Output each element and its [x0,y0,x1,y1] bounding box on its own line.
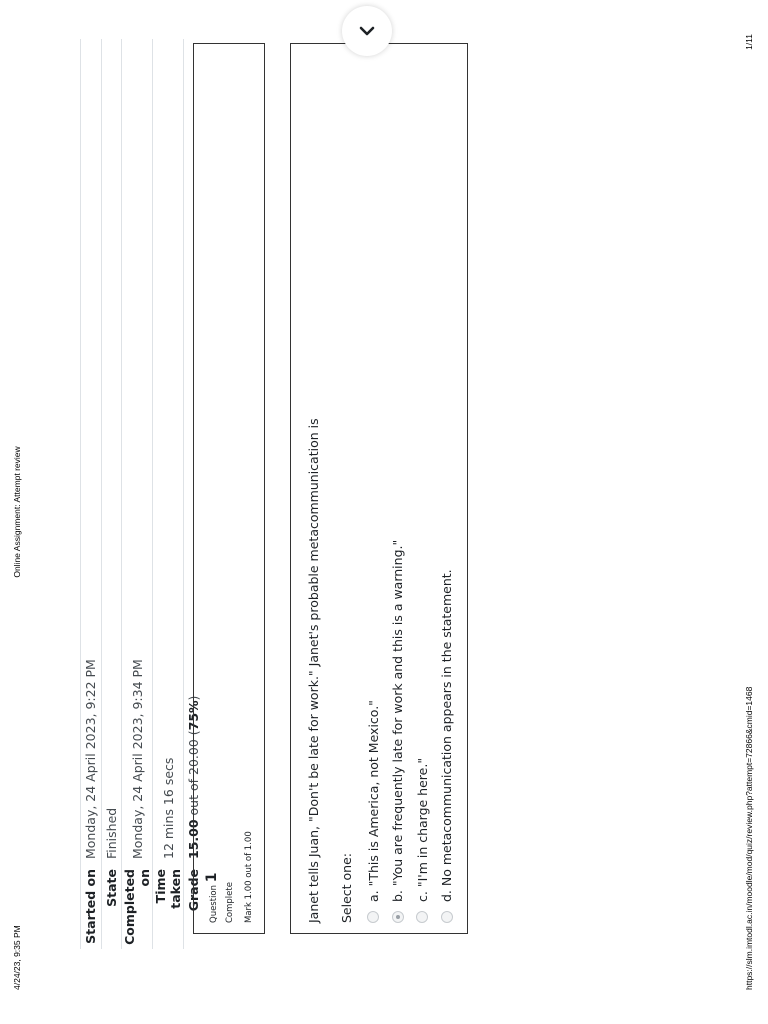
question-mark: Mark 1.00 out of 1.00 [244,831,254,923]
grade-out-of: out of 20.00 ( [186,730,202,820]
question-state: Complete [225,882,235,923]
time-taken-value: 12 mins 16 secs [153,39,184,863]
print-datetime: 4/24/23, 9:35 PM [12,925,22,990]
summary-row-started [81,39,102,949]
answer-text: c. "I'm in charge here." [414,757,430,902]
radio-button-selected[interactable] [392,911,404,923]
summary-row-time [153,39,184,949]
chevron-down-icon [357,21,377,41]
answer-option-c[interactable] [410,540,435,923]
answer-text: b. "You are frequently late for work and this is a warning." [390,539,406,902]
question-label: Question [209,882,219,923]
answer-text: d. No metacommunication appears in the statement. [439,569,455,902]
select-one-prompt: Select one: [339,852,354,923]
page-number: 1/11 [744,34,754,50]
summary-row-completed [122,39,153,949]
grade-close: ) [186,695,202,701]
radio-button[interactable] [441,911,453,923]
completed-label: Completed on [122,863,153,949]
grade-percent: 75% [186,700,202,731]
summary-row-state [101,39,122,949]
page-title: Online Assignment: Attempt review [12,446,22,578]
attempt-summary-table [80,39,204,949]
time-taken-label: Time taken [153,863,184,949]
question-content-box [290,43,468,934]
print-header [12,0,24,1024]
grade-label: Grade [184,863,204,949]
answer-text: a. "This is America, not Mexico." [365,700,381,902]
grade-score: 15.00 [186,819,202,859]
started-label: Started on [81,863,102,949]
started-value: Monday, 24 April 2023, 9:22 PM [81,39,102,863]
question-info-box [193,43,265,934]
answer-option-a[interactable] [361,540,386,923]
print-footer [744,0,756,1024]
question-number [204,873,220,923]
answer-options [361,540,459,923]
radio-button[interactable] [367,911,379,923]
collapse-button[interactable] [342,6,392,56]
question-text: Janet tells Juan, "Don't be late for work." Janet's probable metacommunication is [306,418,321,923]
state-label: State [101,863,122,949]
completed-value: Monday, 24 April 2023, 9:34 PM [122,39,153,863]
page-url: https://slm.imtodl.ac.in/moodle/mod/quiz/review.php?attempt=72866&cmid=1468 [744,686,754,990]
answer-option-d[interactable] [435,540,460,923]
question-number-value: 1 [204,872,220,883]
state-value: Finished [101,39,122,863]
radio-button[interactable] [416,911,428,923]
answer-option-b[interactable] [386,540,411,923]
